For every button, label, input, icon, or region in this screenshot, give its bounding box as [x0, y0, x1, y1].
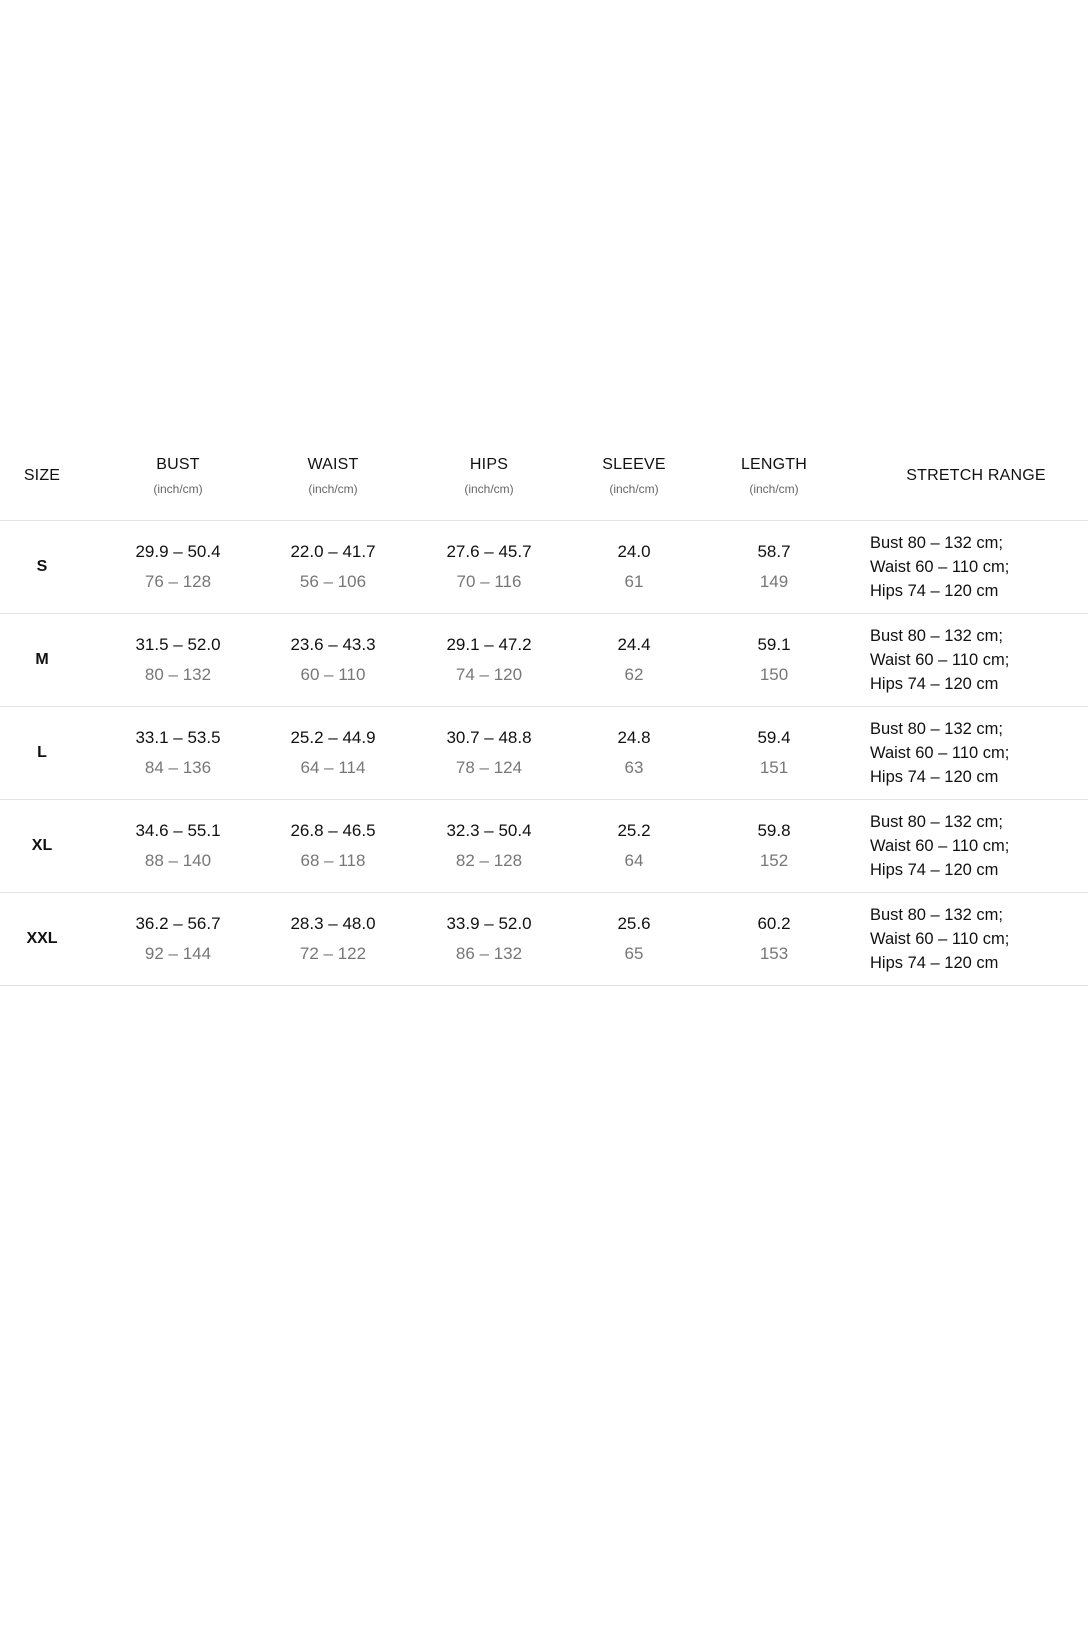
size-chart-body: [0, 521, 1088, 986]
hips-inch: 30.7 – 48.8: [446, 728, 532, 747]
waist-inch: 22.0 – 41.7: [290, 542, 376, 561]
size-chart-header: [0, 432, 1088, 521]
hips-cell: [394, 914, 584, 964]
sleeve-inch: 25.6: [617, 914, 651, 933]
bust-cell: [84, 728, 272, 778]
waist-cm: 60 – 110: [300, 665, 366, 684]
hips-inch: 29.1 – 47.2: [446, 635, 532, 654]
size-row: [0, 800, 1088, 893]
stretch-hips: Hips 74 – 120 cm: [870, 954, 999, 972]
bust-inch: 31.5 – 52.0: [135, 635, 221, 654]
length-inch: 59.1: [757, 635, 791, 654]
stretch-cell: [864, 810, 1088, 882]
hips-inch: 33.9 – 52.0: [446, 914, 532, 933]
header-sleeve-unit: (inch/cm): [609, 482, 659, 496]
header-bust-unit: (inch/cm): [153, 482, 203, 496]
header-size: [0, 467, 84, 485]
stretch-range-text: [870, 624, 1088, 696]
length-inch: 59.8: [757, 821, 791, 840]
sleeve-inch: 24.8: [617, 728, 651, 747]
hips-cell: [394, 542, 584, 592]
hips-cm: 82 – 128: [455, 851, 523, 870]
hips-inch: 32.3 – 50.4: [446, 821, 532, 840]
bust-cell: [84, 635, 272, 685]
header-length-unit: (inch/cm): [749, 482, 799, 496]
waist-inch: 25.2 – 44.9: [290, 728, 376, 747]
hips-cm: 86 – 132: [455, 944, 523, 963]
length-cell: [684, 635, 864, 685]
waist-cell: [272, 542, 394, 592]
stretch-range-text: [870, 717, 1088, 789]
size-cell: [0, 651, 84, 669]
hips-cm: 74 – 120: [455, 665, 523, 684]
header-hips: [394, 456, 584, 496]
stretch-bust: Bust 80 – 132 cm;: [870, 720, 1003, 738]
hips-cell: [394, 635, 584, 685]
header-waist: [272, 456, 394, 496]
length-inch: 60.2: [757, 914, 791, 933]
size-label: L: [37, 744, 47, 761]
stretch-range-text: [870, 903, 1088, 975]
sleeve-cm: 61: [624, 572, 644, 591]
length-inch: 59.4: [757, 728, 791, 747]
stretch-hips: Hips 74 – 120 cm: [870, 582, 999, 600]
bust-cm: 80 – 132: [144, 665, 212, 684]
bust-inch: 29.9 – 50.4: [135, 542, 221, 561]
bust-inch: 36.2 – 56.7: [135, 914, 221, 933]
size-chart: [0, 432, 1088, 986]
stretch-waist: Waist 60 – 110 cm;: [870, 930, 1010, 948]
header-stretch-title: STRETCH RANGE: [906, 467, 1046, 484]
bust-cm: 76 – 128: [144, 572, 212, 591]
sleeve-cell: [584, 542, 684, 592]
size-label: M: [35, 651, 49, 668]
bust-cell: [84, 821, 272, 871]
size-label: S: [36, 558, 48, 575]
length-inch: 58.7: [757, 542, 791, 561]
header-sleeve: [584, 456, 684, 496]
length-cm: 153: [759, 944, 789, 963]
waist-cm: 68 – 118: [300, 851, 366, 870]
stretch-range-text: [870, 531, 1088, 603]
stretch-range-text: [870, 810, 1088, 882]
length-cell: [684, 914, 864, 964]
bust-inch: 33.1 – 53.5: [135, 728, 221, 747]
stretch-waist: Waist 60 – 110 cm;: [870, 744, 1010, 762]
stretch-bust: Bust 80 – 132 cm;: [870, 813, 1003, 831]
bust-cm: 88 – 140: [144, 851, 212, 870]
stretch-bust: Bust 80 – 132 cm;: [870, 627, 1003, 645]
hips-cm: 70 – 116: [456, 572, 522, 591]
length-cell: [684, 821, 864, 871]
waist-cm: 64 – 114: [300, 758, 366, 777]
length-cm: 149: [759, 572, 789, 591]
stretch-waist: Waist 60 – 110 cm;: [870, 651, 1010, 669]
stretch-bust: Bust 80 – 132 cm;: [870, 906, 1003, 924]
bust-cell: [84, 542, 272, 592]
length-cm: 152: [759, 851, 789, 870]
length-cm: 150: [759, 665, 789, 684]
size-label: XXL: [26, 930, 58, 947]
size-row: [0, 614, 1088, 707]
size-cell: [0, 837, 84, 855]
waist-cell: [272, 821, 394, 871]
header-hips-title: HIPS: [469, 456, 509, 473]
header-length: [684, 456, 864, 496]
sleeve-cell: [584, 914, 684, 964]
waist-cm: 72 – 122: [299, 944, 367, 963]
size-cell: [0, 930, 84, 948]
waist-inch: 28.3 – 48.0: [290, 914, 376, 933]
stretch-cell: [864, 531, 1088, 603]
waist-cell: [272, 914, 394, 964]
sleeve-cell: [584, 821, 684, 871]
header-length-title: LENGTH: [740, 456, 808, 473]
header-waist-unit: (inch/cm): [308, 482, 358, 496]
waist-cm: 56 – 106: [299, 572, 367, 591]
waist-inch: 26.8 – 46.5: [290, 821, 376, 840]
hips-cell: [394, 821, 584, 871]
hips-inch: 27.6 – 45.7: [446, 542, 532, 561]
bust-inch: 34.6 – 55.1: [135, 821, 221, 840]
header-hips-unit: (inch/cm): [464, 482, 514, 496]
header-bust: [84, 456, 272, 496]
bust-cell: [84, 914, 272, 964]
header-size-title: SIZE: [23, 467, 61, 484]
header-bust-title: BUST: [156, 456, 200, 473]
header-sleeve-title: SLEEVE: [602, 456, 666, 473]
hips-cell: [394, 728, 584, 778]
waist-inch: 23.6 – 43.3: [290, 635, 376, 654]
sleeve-cm: 64: [624, 851, 644, 870]
header-stretch: [864, 467, 1088, 485]
stretch-hips: Hips 74 – 120 cm: [870, 768, 999, 786]
size-row: [0, 521, 1088, 614]
stretch-hips: Hips 74 – 120 cm: [870, 861, 999, 879]
size-row: [0, 707, 1088, 800]
stretch-cell: [864, 717, 1088, 789]
stretch-waist: Waist 60 – 110 cm;: [870, 837, 1010, 855]
length-cell: [684, 728, 864, 778]
length-cm: 151: [759, 758, 789, 777]
bust-cm: 84 – 136: [144, 758, 212, 777]
size-cell: [0, 744, 84, 762]
size-cell: [0, 558, 84, 576]
stretch-waist: Waist 60 – 110 cm;: [870, 558, 1010, 576]
header-waist-title: WAIST: [307, 456, 359, 473]
size-label: XL: [31, 837, 53, 854]
sleeve-cm: 63: [624, 758, 644, 777]
bust-cm: 92 – 144: [144, 944, 212, 963]
hips-cm: 78 – 124: [455, 758, 523, 777]
stretch-cell: [864, 624, 1088, 696]
sleeve-cell: [584, 635, 684, 685]
waist-cell: [272, 635, 394, 685]
sleeve-inch: 24.4: [617, 635, 651, 654]
sleeve-cm: 65: [624, 944, 644, 963]
size-row: [0, 893, 1088, 986]
waist-cell: [272, 728, 394, 778]
length-cell: [684, 542, 864, 592]
stretch-bust: Bust 80 – 132 cm;: [870, 534, 1003, 552]
sleeve-inch: 25.2: [617, 821, 651, 840]
sleeve-inch: 24.0: [617, 542, 651, 561]
stretch-hips: Hips 74 – 120 cm: [870, 675, 999, 693]
sleeve-cm: 62: [624, 665, 644, 684]
stretch-cell: [864, 903, 1088, 975]
sleeve-cell: [584, 728, 684, 778]
